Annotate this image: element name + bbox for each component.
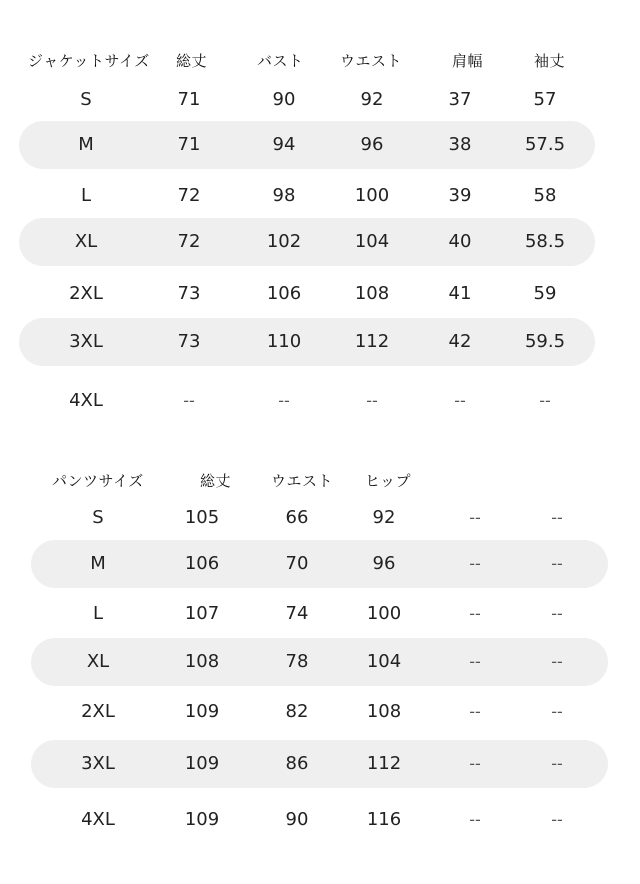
pants-table-cell: 82 xyxy=(285,701,309,722)
jacket-table-row xyxy=(19,172,595,220)
jacket-table-row xyxy=(19,121,595,169)
jacket-table-cell: 59 xyxy=(533,283,557,304)
jacket-size-label: XL xyxy=(74,231,98,252)
pants-table-cell: -- xyxy=(551,554,563,573)
jacket-table-cell: -- xyxy=(278,391,290,410)
jacket-table-cell: 108 xyxy=(354,283,390,304)
pants-table-row xyxy=(31,740,608,788)
pants-table-cell: 112 xyxy=(366,753,402,774)
pants-table-cell: -- xyxy=(469,702,481,721)
jacket-table-cell: 98 xyxy=(272,185,296,206)
pants-table-cell: 116 xyxy=(366,809,402,830)
pants-table-cell: 106 xyxy=(184,553,220,574)
pants-table-cell: -- xyxy=(551,604,563,623)
pants-size-label: 2XL xyxy=(81,701,115,722)
jacket-header-1: 総丈 xyxy=(176,52,208,70)
jacket-table-cell: 58.5 xyxy=(524,231,566,252)
jacket-table-row xyxy=(19,76,595,124)
pants-table-cell: 74 xyxy=(285,603,309,624)
jacket-size-label: 4XL xyxy=(69,390,103,411)
jacket-table-cell: 71 xyxy=(177,134,201,155)
jacket-table-cell: 39 xyxy=(448,185,472,206)
pants-table-cell: -- xyxy=(469,554,481,573)
pants-table-cell: -- xyxy=(551,702,563,721)
jacket-table-row xyxy=(19,270,595,318)
jacket-table-cell: 90 xyxy=(272,89,296,110)
jacket-table-cell: 112 xyxy=(354,331,390,352)
jacket-table-cell: 58 xyxy=(533,185,557,206)
pants-size-label: XL xyxy=(86,651,110,672)
jacket-table-cell: -- xyxy=(366,391,378,410)
jacket-table-cell: 57.5 xyxy=(524,134,566,155)
jacket-table-cell: 57 xyxy=(533,89,557,110)
pants-table-row xyxy=(31,540,608,588)
jacket-table-cell: 73 xyxy=(177,331,201,352)
jacket-table-cell: 73 xyxy=(177,283,201,304)
jacket-size-label: M xyxy=(78,134,94,155)
pants-table-row xyxy=(31,688,608,736)
jacket-header-4: 肩幅 xyxy=(452,52,484,70)
pants-table-row xyxy=(31,590,608,638)
pants-table-cell: -- xyxy=(469,652,481,671)
jacket-table-cell: 37 xyxy=(448,89,472,110)
pants-table-cell: 104 xyxy=(366,651,402,672)
jacket-size-label: 2XL xyxy=(69,283,103,304)
pants-table-cell: -- xyxy=(551,508,563,527)
jacket-table-cell: -- xyxy=(539,391,551,410)
pants-table-cell: 105 xyxy=(184,507,220,528)
pants-size-label: S xyxy=(92,507,104,528)
pants-table-cell: 86 xyxy=(285,753,309,774)
jacket-header-5: 袖丈 xyxy=(534,52,566,70)
pants-table-cell: 109 xyxy=(184,809,220,830)
pants-size-label: M xyxy=(90,553,106,574)
pants-table-cell: -- xyxy=(551,754,563,773)
pants-table-cell: 100 xyxy=(366,603,402,624)
jacket-table-cell: 104 xyxy=(354,231,390,252)
pants-table-cell: 92 xyxy=(372,507,396,528)
jacket-table-row xyxy=(19,318,595,366)
pants-table-cell: 96 xyxy=(372,553,396,574)
jacket-table-cell: 106 xyxy=(266,283,302,304)
pants-table-row xyxy=(31,494,608,542)
pants-table-cell: -- xyxy=(469,810,481,829)
jacket-table-cell: 102 xyxy=(266,231,302,252)
pants-header-2: ウエスト xyxy=(271,472,334,490)
pants-table-cell: 109 xyxy=(184,753,220,774)
pants-header-0: パンツサイズ xyxy=(52,472,144,490)
jacket-header-2: バスト xyxy=(257,52,304,70)
jacket-table-cell: 94 xyxy=(272,134,296,155)
jacket-table-cell: 41 xyxy=(448,283,472,304)
pants-header-3: ヒップ xyxy=(365,472,412,490)
pants-header-1: 総丈 xyxy=(200,472,232,490)
jacket-size-label: S xyxy=(80,89,92,110)
jacket-header-3: ウエスト xyxy=(340,52,403,70)
pants-size-label: L xyxy=(92,603,104,624)
jacket-table-cell: 72 xyxy=(177,185,201,206)
pants-table-cell: 78 xyxy=(285,651,309,672)
pants-size-label: 4XL xyxy=(81,809,115,830)
pants-table-cell: 108 xyxy=(366,701,402,722)
jacket-table-cell: 92 xyxy=(360,89,384,110)
pants-size-label: 3XL xyxy=(81,753,115,774)
jacket-table-cell: 42 xyxy=(448,331,472,352)
pants-table-row xyxy=(31,796,608,844)
pants-table-cell: 70 xyxy=(285,553,309,574)
jacket-size-label: 3XL xyxy=(69,331,103,352)
jacket-table-cell: 100 xyxy=(354,185,390,206)
jacket-table-cell: 38 xyxy=(448,134,472,155)
pants-table-cell: -- xyxy=(469,754,481,773)
pants-table-cell: 108 xyxy=(184,651,220,672)
pants-table-cell: -- xyxy=(551,652,563,671)
pants-table-cell: 66 xyxy=(285,507,309,528)
jacket-table-cell: 96 xyxy=(360,134,384,155)
pants-table-cell: 109 xyxy=(184,701,220,722)
jacket-table-row xyxy=(19,218,595,266)
jacket-table-cell: -- xyxy=(183,391,195,410)
jacket-table-cell: 59.5 xyxy=(524,331,566,352)
pants-table-cell: -- xyxy=(469,604,481,623)
jacket-table-cell: 72 xyxy=(177,231,201,252)
jacket-table-cell: 71 xyxy=(177,89,201,110)
pants-table-row xyxy=(31,638,608,686)
jacket-table-cell: 40 xyxy=(448,231,472,252)
pants-table-cell: -- xyxy=(469,508,481,527)
pants-table-cell: 107 xyxy=(184,603,220,624)
jacket-header-0: ジャケットサイズ xyxy=(28,52,150,70)
jacket-table-cell: 110 xyxy=(266,331,302,352)
jacket-size-label: L xyxy=(80,185,92,206)
pants-table-cell: -- xyxy=(551,810,563,829)
jacket-table-cell: -- xyxy=(454,391,466,410)
jacket-table-row xyxy=(19,377,595,425)
pants-table-cell: 90 xyxy=(285,809,309,830)
